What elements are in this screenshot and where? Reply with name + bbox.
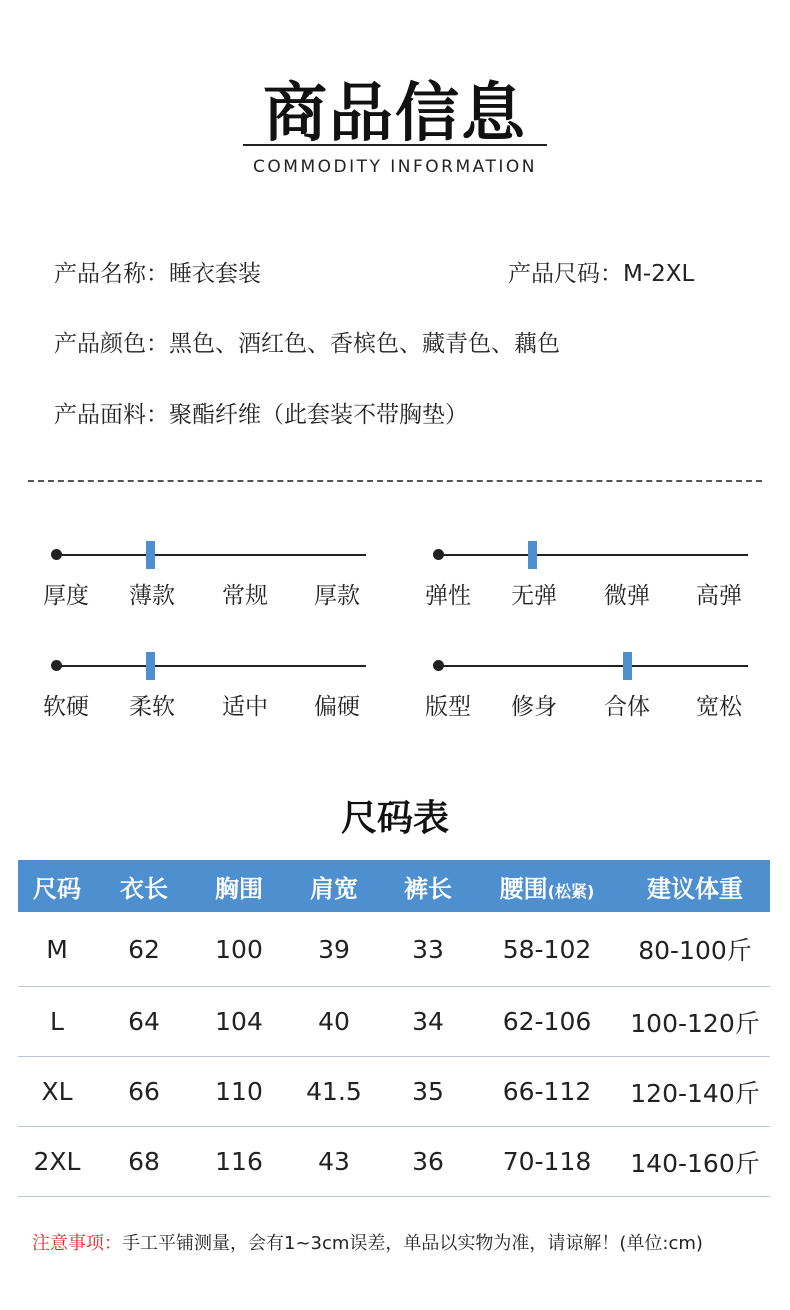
attr-elasticity xyxy=(425,543,748,609)
attribute-name: 厚度 xyxy=(43,583,89,609)
attr-thickness xyxy=(43,543,366,609)
attribute-option: 无弹 xyxy=(511,583,557,609)
attribute-option: 微弹 xyxy=(604,583,650,609)
cell-length: 66 xyxy=(96,1057,192,1127)
scale-track xyxy=(438,554,748,556)
cell-chest: 100 xyxy=(192,912,286,987)
attribute-option: 宽松 xyxy=(696,694,742,720)
attribute-option: 合体 xyxy=(604,694,650,720)
product-name: 产品名称：睡衣套装 xyxy=(54,261,261,287)
attribute-option: 柔软 xyxy=(129,694,175,720)
cell-pants-length: 34 xyxy=(382,987,474,1057)
cell-pants-length: 36 xyxy=(382,1127,474,1197)
attribute-option: 适中 xyxy=(222,694,268,720)
scale-start-dot xyxy=(51,660,62,671)
attribute-option: 高弹 xyxy=(696,583,742,609)
header-weight: 建议体重 xyxy=(620,860,770,912)
attribute-option: 偏硬 xyxy=(314,694,360,720)
size-table-header xyxy=(18,860,770,912)
attribute-option: 厚款 xyxy=(314,583,360,609)
header-shoulder: 肩宽 xyxy=(286,860,382,912)
attribute-option: 常规 xyxy=(222,583,268,609)
dashed-divider xyxy=(28,480,762,482)
table-row xyxy=(18,912,770,987)
note-label: 注意事项： xyxy=(32,1233,122,1254)
attr-softness xyxy=(43,654,366,720)
cell-weight: 100-120斤 xyxy=(620,987,770,1057)
cell-waist: 62-106 xyxy=(474,987,620,1057)
cell-pants-length: 35 xyxy=(382,1057,474,1127)
cell-shoulder: 39 xyxy=(286,912,382,987)
product-color: 产品颜色：黑色、酒红色、香槟色、藏青色、藕色 xyxy=(54,331,560,357)
cell-pants-length: 33 xyxy=(382,912,474,987)
attr-fit xyxy=(425,654,748,720)
table-row xyxy=(18,987,770,1057)
cell-shoulder: 40 xyxy=(286,987,382,1057)
scale-start-dot xyxy=(433,549,444,560)
cell-chest: 104 xyxy=(192,987,286,1057)
cell-weight: 80-100斤 xyxy=(620,912,770,987)
scale-track xyxy=(56,665,366,667)
cell-size: M xyxy=(18,912,96,987)
cell-chest: 116 xyxy=(192,1127,286,1197)
table-row xyxy=(18,1127,770,1197)
attribute-option: 薄款 xyxy=(129,583,175,609)
attribute-name: 版型 xyxy=(425,694,471,720)
header-waist: 腰围(松紧) xyxy=(474,860,620,912)
product-size: 产品尺码：M-2XL xyxy=(508,261,695,287)
header-size: 尺码 xyxy=(18,860,96,912)
cell-size: XL xyxy=(18,1057,96,1127)
cell-shoulder: 43 xyxy=(286,1127,382,1197)
scale-track xyxy=(56,554,366,556)
page-title: 商品信息 xyxy=(263,76,527,151)
size-table xyxy=(18,860,770,1197)
cell-chest: 110 xyxy=(192,1057,286,1127)
header-chest: 胸围 xyxy=(192,860,286,912)
cell-size: L xyxy=(18,987,96,1057)
cell-weight: 140-160斤 xyxy=(620,1127,770,1197)
scale-marker xyxy=(623,652,632,680)
measurement-note xyxy=(32,1229,703,1255)
scale-start-dot xyxy=(433,660,444,671)
attribute-option: 修身 xyxy=(511,694,557,720)
attribute-name: 软硬 xyxy=(43,694,89,720)
cell-waist: 66-112 xyxy=(474,1057,620,1127)
waist-note: (松紧) xyxy=(547,881,595,901)
scale-track xyxy=(438,665,748,667)
cell-shoulder: 41.5 xyxy=(286,1057,382,1127)
scale-marker xyxy=(528,541,537,569)
cell-size: 2XL xyxy=(18,1127,96,1197)
header-length: 衣长 xyxy=(96,860,192,912)
scale-start-dot xyxy=(51,549,62,560)
cell-length: 64 xyxy=(96,987,192,1057)
cell-weight: 120-140斤 xyxy=(620,1057,770,1127)
header-pants-length: 裤长 xyxy=(382,860,474,912)
product-fabric: 产品面料：聚酯纤维（此套装不带胸垫） xyxy=(54,402,468,428)
attribute-name: 弹性 xyxy=(425,583,471,609)
scale-marker xyxy=(146,652,155,680)
page-subtitle: COMMODITY INFORMATION xyxy=(253,157,537,177)
cell-length: 62 xyxy=(96,912,192,987)
size-table-title: 尺码表 xyxy=(340,798,449,839)
cell-waist: 70-118 xyxy=(474,1127,620,1197)
note-text: 手工平铺测量，会有1~3cm误差，单品以实物为准，请谅解！(单位:cm) xyxy=(122,1233,703,1254)
table-row xyxy=(18,1057,770,1127)
title-underline xyxy=(243,144,547,146)
cell-waist: 58-102 xyxy=(474,912,620,987)
scale-marker xyxy=(146,541,155,569)
cell-length: 68 xyxy=(96,1127,192,1197)
